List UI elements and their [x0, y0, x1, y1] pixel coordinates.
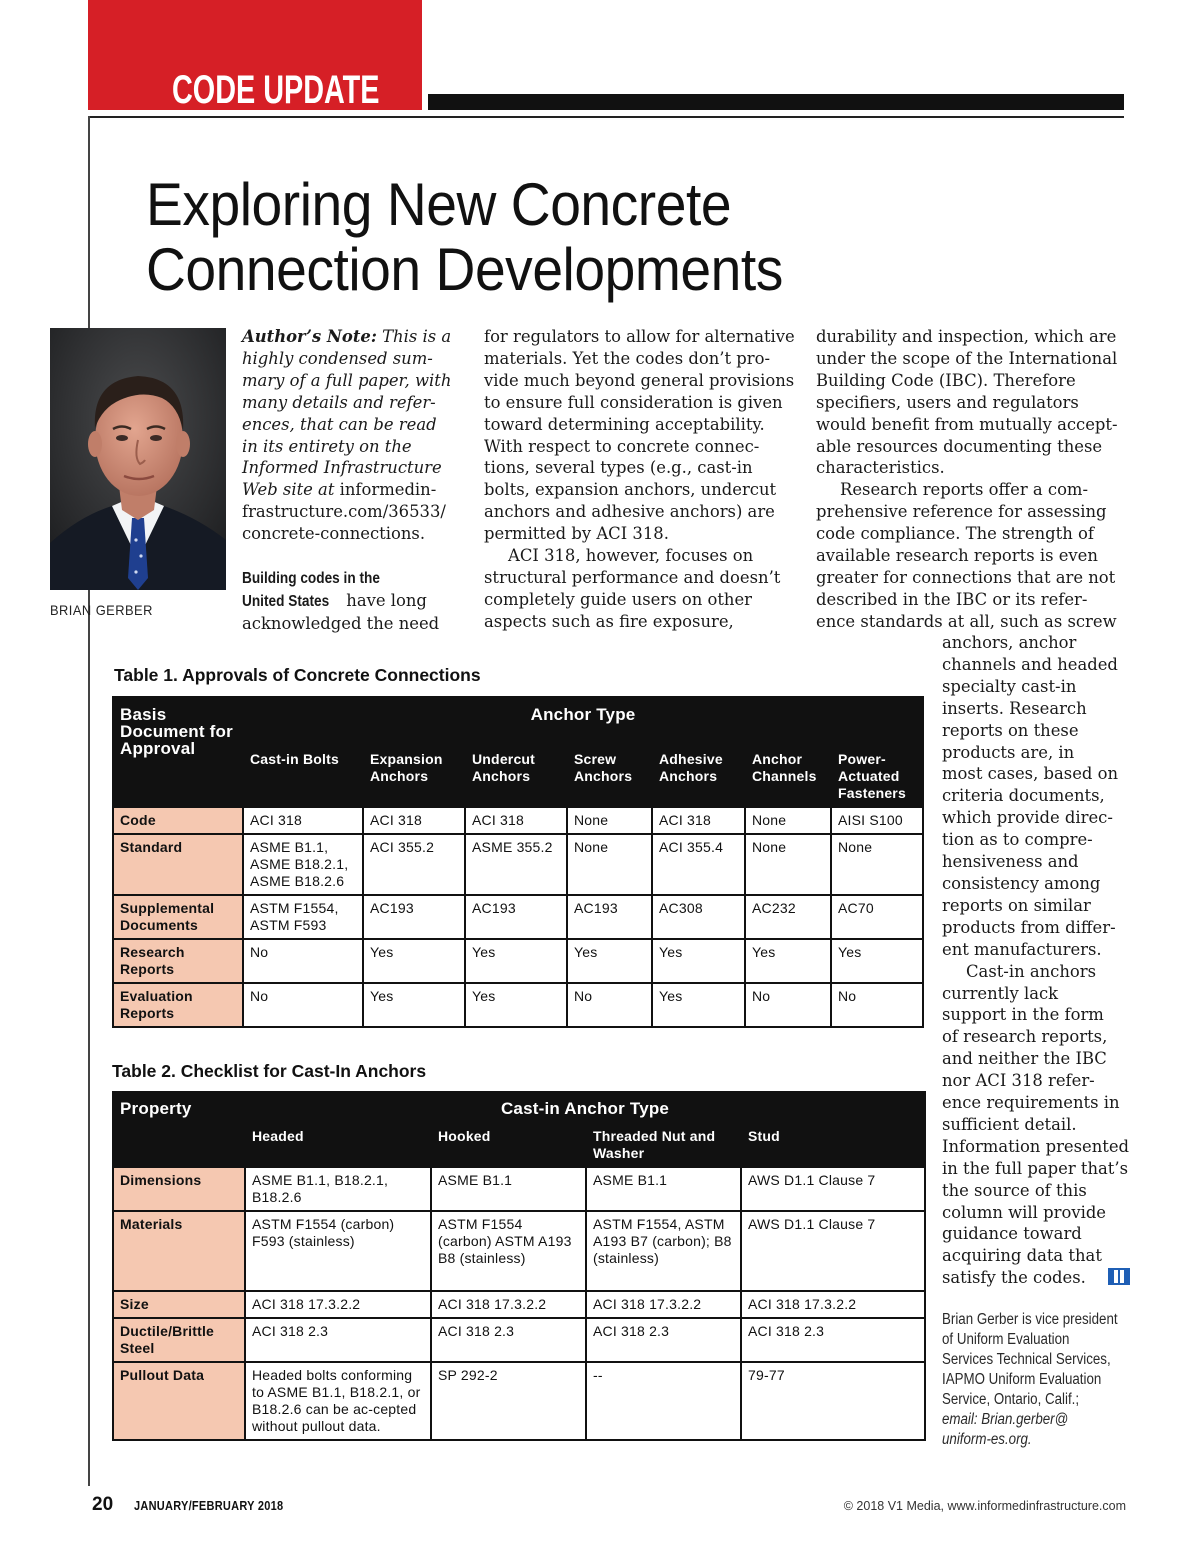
table-cell: ASTM F1554, ASTM F593 — [243, 895, 363, 939]
column-header: Anchor Channels — [745, 747, 831, 807]
text-line: able resources documenting these — [816, 436, 1103, 456]
text-line: specifiers, users and regulators — [816, 392, 1079, 412]
column-header: Expansion Anchors — [363, 747, 465, 807]
text-line: of research reports, — [942, 1027, 1108, 1047]
table-cell: ASME B1.1, B18.2.1, B18.2.6 — [245, 1167, 431, 1211]
row-header: Supplemental Documents — [113, 895, 243, 939]
body-column-2 — [484, 326, 795, 633]
text-line: which provide direc- — [942, 808, 1113, 828]
text-line: reports on similar — [942, 895, 1091, 915]
header-bar — [428, 94, 1124, 110]
table-cell: AC232 — [745, 895, 831, 939]
author-bio — [942, 1310, 1118, 1450]
text-line: under the scope of the International — [816, 348, 1118, 368]
table-cell: None — [831, 834, 923, 895]
text-line: aspects such as fire exposure, — [484, 611, 734, 631]
table-cell: AC308 — [652, 895, 745, 939]
bio-line: Service, Ontario, Calif.; — [942, 1391, 1080, 1408]
text-line — [242, 590, 451, 613]
headline-line-1: Exploring New Concrete — [146, 171, 732, 238]
text-line: highly condensed sum- — [242, 348, 433, 368]
text-line: most cases, based on — [942, 764, 1119, 784]
table-cell: None — [567, 807, 652, 834]
text-line: nor ACI 318 refer- — [942, 1071, 1095, 1091]
table-header-row — [113, 1092, 925, 1124]
text-fragment: Web site at — [242, 480, 335, 500]
table-cell: Yes — [363, 939, 465, 983]
text-line: column will provide — [942, 1202, 1107, 1222]
table-cell: ACI 318 — [465, 807, 567, 834]
table-cell: No — [567, 983, 652, 1027]
row-header: Dimensions — [113, 1167, 245, 1211]
table-cell: -- — [586, 1362, 741, 1440]
table-cell: AC193 — [567, 895, 652, 939]
table-row — [113, 1211, 925, 1291]
table-cell: ACI 318 — [363, 807, 465, 834]
text-line: vide much beyond general provisions — [484, 370, 795, 390]
table-cell: ACI 318 — [243, 807, 363, 834]
row-header: Evaluation Reports — [113, 983, 243, 1027]
table-cell: ACI 355.4 — [652, 834, 745, 895]
table-row — [113, 939, 923, 983]
text-line: products from differ- — [942, 917, 1116, 937]
row-header: Research Reports — [113, 939, 243, 983]
author-portrait-image — [50, 328, 226, 590]
author-note-label: Author’s Note: — [242, 327, 377, 346]
table-cell: ACI 318 2.3 — [741, 1318, 925, 1362]
text-line: support in the form — [942, 1005, 1104, 1025]
table1-caption: Table 1. Approvals of Concrete Connections — [114, 665, 481, 685]
text-line: ACI 318, however, focuses on — [508, 546, 754, 566]
section-label: CODE UPDATE — [172, 68, 380, 112]
text-line: ent manufacturers. — [942, 939, 1102, 959]
text-line: currently lack — [942, 983, 1059, 1003]
text-line: Informed Infrastructure — [242, 458, 442, 478]
table-cell: SP 292-2 — [431, 1362, 586, 1440]
end-of-article-icon — [1108, 1268, 1130, 1285]
bio-email[interactable]: uniform-es.org. — [942, 1431, 1032, 1448]
bio-line: IAPMO Uniform Evaluation — [942, 1371, 1102, 1388]
column-header: Power-Actuated Fasteners — [831, 747, 923, 807]
bio-email[interactable]: email: Brian.gerber@ — [942, 1411, 1069, 1428]
text-line: With respect to concrete connec- — [484, 436, 760, 456]
table-header-row — [113, 697, 923, 747]
table-cell: ASME B1.1, ASME B18.2.1, ASME B18.2.6 — [243, 834, 363, 895]
table-cell: None — [567, 834, 652, 895]
text-line: guidance toward — [942, 1224, 1082, 1244]
author-byline: BRIAN GERBER — [50, 602, 153, 618]
text-line: ence standards at all, such as screw — [816, 611, 1117, 631]
table-cell: ACI 318 17.3.2.2 — [586, 1291, 741, 1318]
table-cell: AC70 — [831, 895, 923, 939]
article-headline — [146, 172, 783, 302]
text-line: and neither the IBC — [942, 1049, 1107, 1069]
text-line: the source of this — [942, 1180, 1087, 1200]
text-line: anchors, anchor — [942, 633, 1077, 652]
text-line: specialty cast-in — [942, 676, 1077, 696]
text-line: completely guide users on other — [484, 589, 753, 609]
bio-line — [942, 1430, 1118, 1450]
table-row — [113, 807, 923, 834]
column-header: Cast-in Bolts — [243, 747, 363, 807]
table-row — [113, 983, 923, 1027]
text-line: described in the IBC or its refer- — [816, 589, 1088, 609]
text-line: sufficient detail. — [942, 1114, 1077, 1134]
lead-in: Building codes in the — [242, 570, 380, 588]
text-line: code compliance. The strength of — [816, 524, 1094, 544]
text-line: tion as to compre- — [942, 830, 1093, 850]
table-group-header: Cast-in Anchor Type — [245, 1092, 925, 1124]
text-line: This is a — [376, 327, 452, 346]
text-line: available research reports is even — [816, 546, 1098, 566]
row-header: Standard — [113, 834, 243, 895]
table-cell: No — [243, 939, 363, 983]
table-row — [113, 895, 923, 939]
text-line: Information presented — [942, 1136, 1130, 1156]
table-cell: AWS D1.1 Clause 7 — [741, 1167, 925, 1211]
column-header: Headed — [245, 1124, 431, 1167]
table-cell: Yes — [465, 983, 567, 1027]
lead-in: United States — [242, 592, 330, 610]
bio-line: Brian Gerber is vice president — [942, 1311, 1118, 1328]
row-header: Materials — [113, 1211, 245, 1291]
body-column-4 — [942, 632, 1130, 1289]
text-line: greater for connections that are not — [816, 567, 1116, 587]
text-fragment: informedin- — [334, 480, 437, 500]
table-row — [113, 1362, 925, 1440]
article-url-line[interactable]: frastructure.com/36533/ — [242, 502, 446, 522]
text-line: inserts. Research — [942, 698, 1087, 718]
article-url-line[interactable]: concrete-connections. — [242, 524, 426, 544]
row-header: Ductile/Brittle Steel — [113, 1318, 245, 1362]
text-line: bolts, expansion anchors, undercut — [484, 480, 777, 500]
text-line: criteria documents, — [942, 786, 1105, 806]
table-cell: No — [243, 983, 363, 1027]
page-number: 20 — [92, 1494, 114, 1515]
bio-line: Services Technical Services, — [942, 1351, 1111, 1368]
table-cell: Yes — [745, 939, 831, 983]
table-cell: No — [831, 983, 923, 1027]
table-cell: Yes — [363, 983, 465, 1027]
table-cell: ASTM F1554 (carbon) F593 (stainless) — [245, 1211, 431, 1291]
table-cell: AC193 — [363, 895, 465, 939]
table-cell: Yes — [831, 939, 923, 983]
text-fragment: have long — [341, 590, 427, 610]
table2-caption: Table 2. Checklist for Cast-In Anchors — [112, 1061, 427, 1081]
table-corner-header: Basis Document for Approval — [113, 697, 243, 807]
bio-line: of Uniform Evaluation — [942, 1331, 1070, 1348]
text-line: acquiring data that — [942, 1246, 1102, 1266]
table-cell: ACI 318 — [652, 807, 745, 834]
text-line: reports on these — [942, 720, 1079, 740]
text-line: Cast-in anchors — [966, 961, 1097, 981]
table-cell: AWS D1.1 Clause 7 — [741, 1211, 925, 1291]
column-header: Screw Anchors — [567, 747, 652, 807]
text-line: in the full paper that’s — [942, 1158, 1129, 1178]
table-cell: ASME B1.1 — [431, 1167, 586, 1211]
text-line: to ensure full consideration is given — [484, 392, 783, 412]
table-row — [113, 1291, 925, 1318]
table-cell: ACI 318 17.3.2.2 — [245, 1291, 431, 1318]
author-note-line — [242, 326, 451, 348]
row-header: Size — [113, 1291, 245, 1318]
table-cell: ACI 355.2 — [363, 834, 465, 895]
row-header: Pullout Data — [113, 1362, 245, 1440]
column-header: Undercut Anchors — [465, 747, 567, 807]
copyright-notice: © 2018 V1 Media, www.informedinfrastructure.com — [843, 1499, 1126, 1513]
text-line: characteristics. — [816, 458, 945, 478]
table-cell: ASME 355.2 — [465, 834, 567, 895]
table-cell: Headed bolts conforming to ASME B1.1, B18.2.1, or B18.2.6 can be ac-cepted without pullout data. — [245, 1362, 431, 1440]
table-cell: Yes — [567, 939, 652, 983]
table-cell: ACI 318 17.3.2.2 — [741, 1291, 925, 1318]
author-photo — [50, 328, 226, 590]
table-cell: Yes — [465, 939, 567, 983]
body-column-1 — [242, 326, 451, 635]
text-line: tions, several types (e.g., cast-in — [484, 458, 753, 478]
text-line: permitted by ACI 318. — [484, 524, 669, 544]
table-cell: Yes — [652, 983, 745, 1027]
column-header: Hooked — [431, 1124, 586, 1167]
text-line — [242, 567, 451, 590]
text-line: materials. Yet the codes don’t pro- — [484, 348, 770, 368]
left-rule — [88, 116, 90, 1486]
bio-line — [942, 1410, 1118, 1430]
issue-date: JANUARY/FEBRUARY 2018 — [134, 1499, 284, 1513]
text-line: acknowledged the need — [242, 613, 440, 633]
text-line: structural performance and doesn’t — [484, 567, 781, 587]
table-cell: ACI 318 2.3 — [431, 1318, 586, 1362]
spacer — [242, 545, 451, 567]
text-line: durability and inspection, which are — [816, 327, 1117, 346]
table-cell: ASME B1.1 — [586, 1167, 741, 1211]
table-checklist — [112, 1091, 926, 1441]
table-cell: No — [745, 983, 831, 1027]
table-group-header: Anchor Type — [243, 697, 923, 747]
table-row — [113, 1167, 925, 1211]
table-cell: AC193 — [465, 895, 567, 939]
text-line: toward determining acceptability. — [484, 414, 765, 434]
table-corner-header: Property — [113, 1092, 245, 1167]
text-line: consistency among — [942, 873, 1101, 893]
text-line: products are, in — [942, 742, 1075, 762]
table-row — [113, 1318, 925, 1362]
table-cell: AISI S100 — [831, 807, 923, 834]
table-cell: ACI 318 2.3 — [245, 1318, 431, 1362]
text-line — [242, 479, 451, 501]
row-header: Code — [113, 807, 243, 834]
text-line: hensiveness and — [942, 852, 1079, 872]
text-line: ence requirements in — [942, 1093, 1120, 1113]
text-line — [942, 1267, 1130, 1289]
text-line: many details and refer- — [242, 392, 436, 412]
table-cell: None — [745, 807, 831, 834]
table-approvals — [112, 696, 924, 1028]
headline-line-2: Connection Developments — [146, 236, 783, 303]
text-line: channels and headed — [942, 654, 1118, 674]
table-cell: ASTM F1554 (carbon) ASTM A193 B8 (stainless) — [431, 1211, 586, 1291]
table-cell: ACI 318 17.3.2.2 — [431, 1291, 586, 1318]
table-row — [113, 834, 923, 895]
body-column-3 — [816, 326, 1118, 633]
table-cell: Yes — [652, 939, 745, 983]
column-header: Adhesive Anchors — [652, 747, 745, 807]
table-cell: ASTM F1554, ASTM A193 B7 (carbon); B8 (stainless) — [586, 1211, 741, 1291]
text-line: would benefit from mutually accept- — [816, 414, 1118, 434]
column-header: Stud — [741, 1124, 925, 1167]
text-line: for regulators to allow for alternative — [484, 327, 795, 346]
table-cell: 79-77 — [741, 1362, 925, 1440]
text-line: Research reports offer a com- — [840, 480, 1089, 500]
column-header: Threaded Nut and Washer — [586, 1124, 741, 1167]
text-line: in its entirety on the — [242, 436, 412, 456]
text-line: ences, that can be read — [242, 414, 437, 434]
top-rule — [88, 116, 1124, 118]
text-line: Building Code (IBC). Therefore — [816, 370, 1076, 390]
text-line: mary of a full paper, with — [242, 370, 452, 390]
text-line: anchors and adhesive anchors) are — [484, 502, 775, 522]
text-line: prehensive reference for assessing — [816, 502, 1107, 522]
table-cell: None — [745, 834, 831, 895]
table-cell: ACI 318 2.3 — [586, 1318, 741, 1362]
text-fragment: satisfy the codes. — [942, 1268, 1086, 1288]
